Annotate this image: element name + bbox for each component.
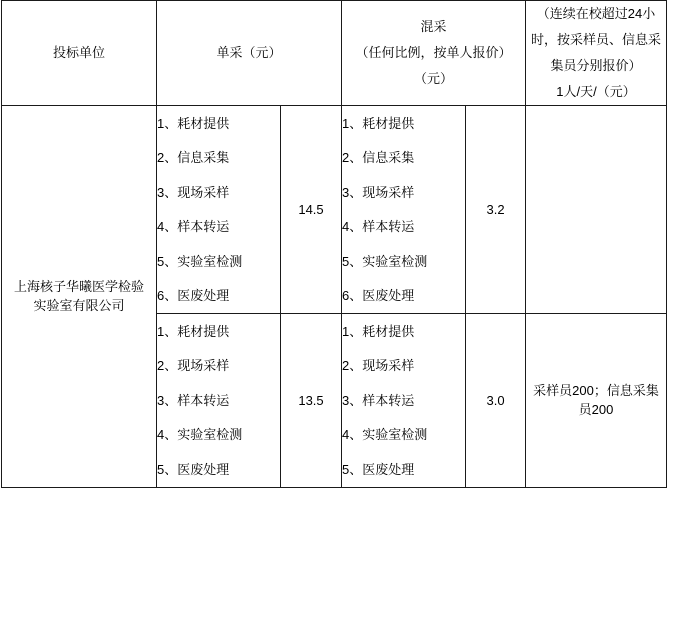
single-price-cell-2: 13.5: [281, 314, 342, 488]
table-row: [2, 106, 667, 314]
mixed-item: 3、样本转运: [342, 392, 415, 408]
single-item: 3、样本转运: [157, 392, 230, 408]
single-item: 5、医废处理: [157, 461, 230, 477]
header-mixed-line3: （元）: [414, 71, 454, 86]
header-mixed-sampling: [342, 1, 526, 106]
mixed-item: 1、耗材提供: [342, 323, 415, 339]
single-item: 4、样本转运: [157, 219, 230, 234]
single-item: 1、耗材提供: [157, 323, 230, 339]
mixed-item: 3、现场采样: [342, 184, 415, 200]
single-items-cell-2: [157, 314, 281, 488]
mixed-item: 6、医废处理: [342, 288, 415, 303]
header-single-sampling: [157, 1, 342, 106]
single-item: 3、现场采样: [157, 184, 230, 200]
mixed-item: 4、实验室检测: [342, 427, 428, 442]
continuous-cell-1: [526, 106, 667, 314]
single-item: 4、实验室检测: [157, 427, 243, 442]
mixed-item: 2、现场采样: [342, 358, 415, 373]
header-continuous-line2: 时，按采样员、信息采: [531, 32, 662, 47]
header-continuous-line3: 集员分别报价）: [550, 58, 642, 73]
continuous-line1: 采样员200；信息采集: [533, 382, 659, 398]
bidder-company-cell: [2, 106, 157, 488]
header-continuous-line1: （连续在校超过24小: [536, 6, 656, 21]
single-item: 1、耗材提供: [157, 115, 230, 131]
mixed-items-cell-2: [342, 314, 466, 488]
single-price-cell-1: 14.5: [281, 106, 342, 314]
header-mixed-line1: 混采: [420, 19, 447, 34]
single-items-cell-1: [157, 106, 281, 314]
single-item: 6、医废处理: [157, 288, 230, 303]
continuous-line2: 员200: [578, 402, 614, 418]
mixed-price-cell-1: 3.2: [466, 106, 526, 314]
mixed-items-cell-1: [342, 106, 466, 314]
mixed-item: 1、耗材提供: [342, 115, 415, 131]
header-bidder-label: 投标单位: [52, 45, 105, 61]
continuous-cell-2: [526, 314, 667, 488]
mixed-item: 5、医废处理: [342, 461, 415, 477]
header-single-label: 单采（元）: [216, 45, 282, 61]
mixed-item: 4、样本转运: [342, 219, 415, 234]
table-header-row: [2, 1, 667, 106]
header-continuous-stay: [526, 1, 667, 106]
header-mixed-line2: （任何比例，按单人报价）: [355, 45, 512, 60]
bid-price-table: [1, 0, 667, 488]
mixed-price-cell-2: 3.0: [466, 314, 526, 488]
header-bidder: [2, 1, 157, 106]
mixed-item: 2、信息采集: [342, 150, 415, 165]
single-item: 2、现场采样: [157, 358, 230, 373]
header-continuous-line4: 1人/天/（元）: [556, 84, 636, 99]
company-name-line1: 上海核子华曦医学检验: [13, 278, 144, 294]
company-name-line2: 实验室有限公司: [33, 298, 125, 314]
single-item: 5、实验室检测: [157, 253, 243, 269]
single-item: 2、信息采集: [157, 150, 230, 165]
mixed-item: 5、实验室检测: [342, 253, 428, 269]
